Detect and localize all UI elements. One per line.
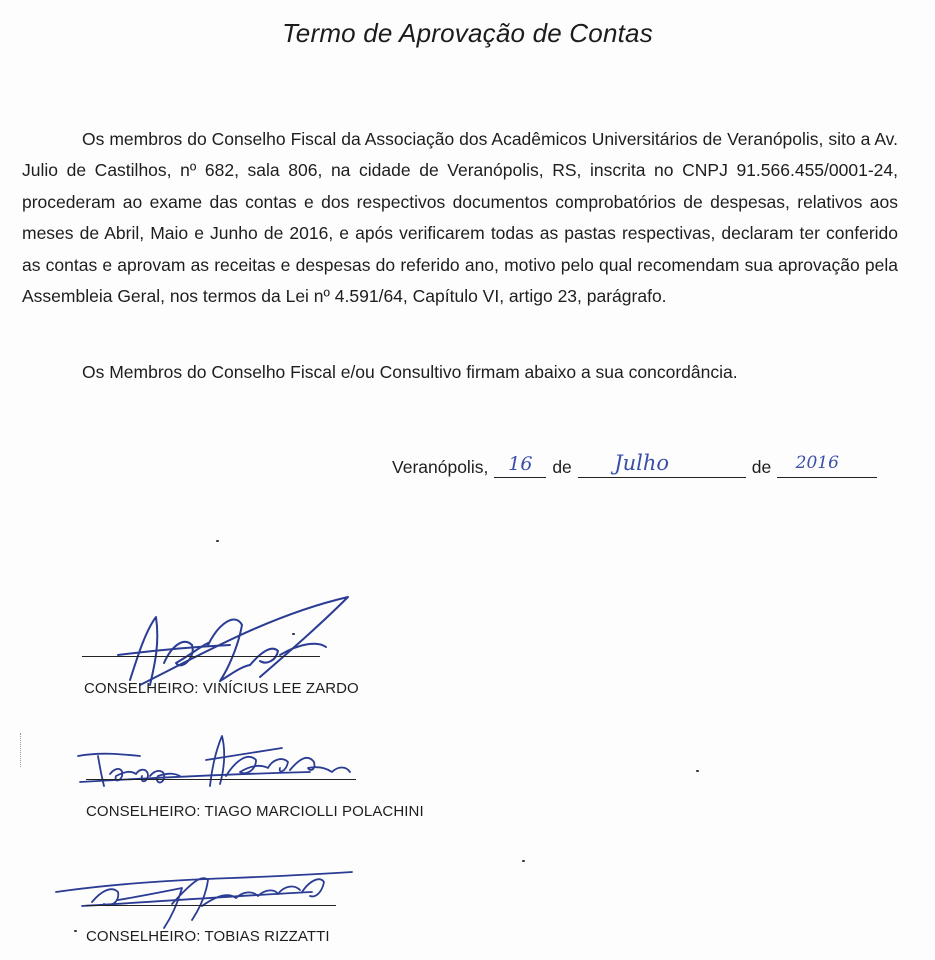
handwritten-day: 16 bbox=[508, 453, 533, 475]
scan-speck bbox=[696, 770, 699, 772]
day-blank bbox=[494, 455, 546, 478]
signatory-label-3: CONSELHEIRO: TOBIAS RIZZATTI bbox=[86, 928, 330, 945]
concordance-paragraph: Os Membros do Conselho Fiscal e/ou Consultivo firmam abaixo a sua concordância. bbox=[82, 362, 738, 382]
date-city: Veranópolis, bbox=[392, 457, 489, 477]
scan-speck bbox=[216, 540, 219, 542]
signature-line-3 bbox=[86, 905, 336, 906]
signature-line-1 bbox=[82, 656, 320, 657]
body-paragraph: Os membros do Conselho Fiscal da Associação dos Acadêmicos Universitários de Veranópolis, sito a Av. Julio de Castilhos, nº 682, sala 806, na cidade de Veranópolis, RS, inscrita no CNPJ 91.566.455/0001-24, procederam ao exame das contas e dos respectivos documentos comprobatórios de despesas, relativos aos meses de Abril, Maio e Junho de 2016, e após verificarem todas as pastas respectivas, declaram ter conferido as contas e aprovam as receitas e despesas do referido ano, motivo pelo qual recomendam sua aprovação pela Assembleia Geral, nos termos da Lei nº 4.591/64, Capítulo VI, artigo 23, parágrafo. bbox=[22, 129, 898, 307]
signature-scribble-2 bbox=[70, 712, 370, 802]
signatory-label-2: CONSELHEIRO: TIAGO MARCIOLLI POLACHINI bbox=[86, 803, 424, 820]
date-connector-2: de bbox=[751, 457, 772, 477]
handwritten-month: Julho bbox=[614, 451, 670, 475]
year-blank bbox=[777, 455, 877, 478]
signatory-label-1: CONSELHEIRO: VINÍCIUS LEE ZARDO bbox=[84, 680, 359, 697]
signature-scribble-1 bbox=[80, 585, 380, 695]
month-blank bbox=[578, 451, 746, 478]
scan-speck bbox=[522, 860, 525, 862]
date-line bbox=[392, 451, 877, 478]
date-connector-1: de bbox=[552, 457, 572, 477]
signature-line-2 bbox=[86, 779, 356, 780]
handwritten-year: 2016 bbox=[795, 453, 839, 473]
margin-marks bbox=[20, 733, 25, 767]
document-title: Termo de Aprovação de Contas bbox=[282, 18, 653, 48]
